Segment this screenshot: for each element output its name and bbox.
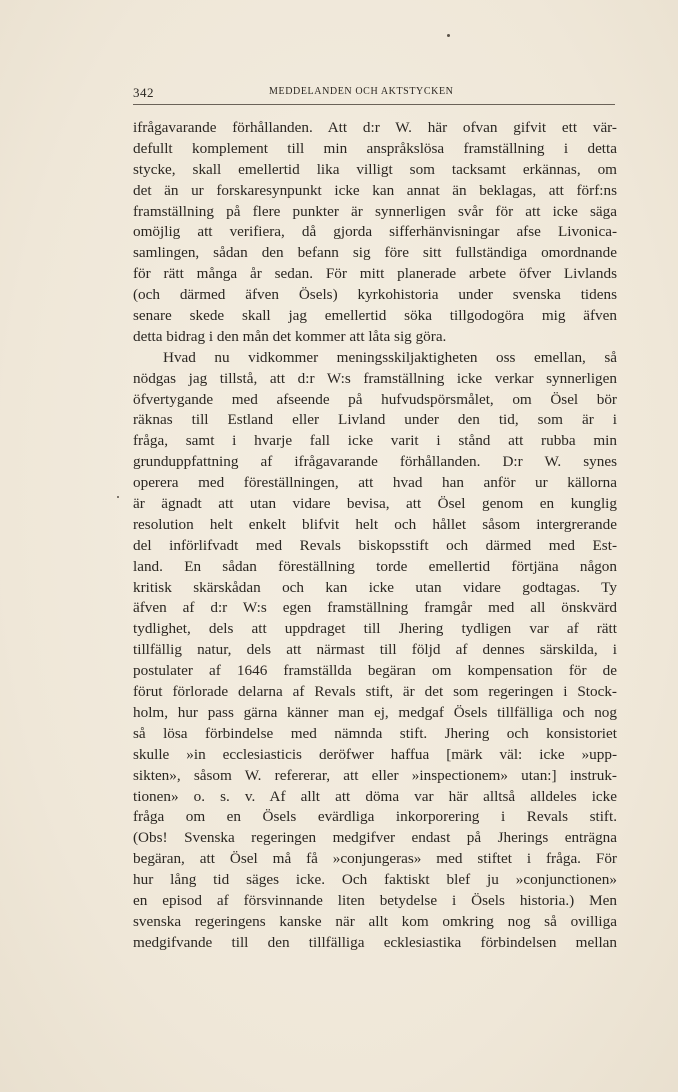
paper-speck xyxy=(447,34,450,37)
text-line: tionen» o. s. v. Af allt att döma var här alltså alldeles icke xyxy=(133,787,617,805)
page-number: 342 xyxy=(133,85,154,100)
paper-speck xyxy=(117,496,119,498)
text-line: skulle »in ecclesiasticis deröfwer haffua [märk väl: icke »upp- xyxy=(133,745,617,763)
text-line: är ägnadt att utan vidare bevisa, att Ösel genom en kunglig xyxy=(133,495,617,513)
text-line: land. En sådan föreställning torde emellertid förtjäna någon xyxy=(133,557,617,575)
text-line: sikten», såsom W. refererar, att eller »inspectionem» utan:] instruk- xyxy=(133,766,617,784)
text-line: omöjlig att verifiera, då gjorda sifferhänvisningar afse Livonica- xyxy=(133,223,617,241)
text-line: för rätt många år sedan. För mitt planerade arbete öfver Livlands xyxy=(133,265,617,283)
text-line: (och därmed äfven Ösels) kyrkohistoria under svenska tidens xyxy=(133,286,617,304)
text-line: framställning på flere punkter är synnerligen svår för att icke säga xyxy=(133,202,617,220)
text-line: äfven af d:r W:s egen framställning framgår med all önskvärd xyxy=(133,599,617,617)
text-line: operera med föreställningen, att hvad han anför ur källorna xyxy=(133,474,617,492)
text-line: det än ur forskaresynpunkt icke kan annat än beklagas, att förf:ns xyxy=(133,181,617,199)
text-line: holm, hur pass gärna känner man ej, medgaf Ösels tillfälliga och nog xyxy=(133,703,617,721)
text-line: stycke, skall emellertid lika villigt som tacksamt erkännas, om xyxy=(133,160,617,178)
running-title: MEDDELANDEN OCH AKTSTYCKEN xyxy=(269,86,454,97)
text-line: resolution helt enkelt blifvit helt och hållet såsom intergrerande xyxy=(133,515,617,533)
text-line: medgifvande till den tillfälliga ecklesiastika förbindelsen mellan xyxy=(133,933,617,951)
text-line: räknas till Estland eller Livland under den tid, som är i xyxy=(133,411,617,429)
text-line: (Obs! Svenska regeringen medgifver endast på Jherings enträgna xyxy=(133,829,617,847)
text-line: så lösa förbindelse med nämnda stift. Jhering och konsistoriet xyxy=(133,724,617,742)
text-line: grunduppfattning af ifrågavarande förhållanden. D:r W. synes xyxy=(133,453,617,471)
text-line: senare skede skall jag emellertid söka tillgodogöra mig äfven xyxy=(133,307,617,325)
text-line: en episod af försvinnande liten betydelse i Ösels historia.) Men xyxy=(133,891,617,909)
text-line: svenska regeringens kanske när allt kom omkring nog så ovilliga xyxy=(133,912,617,930)
text-line: fråga, samt i hvarje fall icke varit i stånd att rubba min xyxy=(133,432,617,450)
text-line: kritisk skärskådan och kan icke utan vidare godtagas. Ty xyxy=(133,578,617,596)
page-header xyxy=(133,82,615,105)
text-line: defullt komplement till min anspråkslösa framställning i detta xyxy=(133,139,617,157)
body-text xyxy=(133,118,617,954)
text-line: samlingen, sådan den befann sig före sitt fullständiga omordnande xyxy=(133,244,617,262)
text-line: öfvertygande med afseende på hufvudspörsmålet, om Ösel bör xyxy=(133,390,617,408)
text-line: hur lång tid säges icke. Och faktiskt blef ju »conjunctionen» xyxy=(133,871,617,889)
text-line: postulater af 1646 framställda begäran om kompensation för de xyxy=(133,662,617,680)
text-line: ifrågavarande förhållanden. Att d:r W. här ofvan gifvit ett vär- xyxy=(133,119,617,136)
text-line: begäran, att Ösel må få »conjungeras» med stiftet i fråga. För xyxy=(133,850,617,868)
text-line: tillfällig natur, dels att närmast till följd af dennes särskilda, i xyxy=(133,641,617,659)
text-line: nödgas jag tillstå, att d:r W:s framställning icke verkar synnerligen xyxy=(133,369,617,387)
text-line: del införlifvadt med Revals biskopsstift och därmed med Est- xyxy=(133,536,617,554)
text-line: detta bidrag i den mån det kommer att låta sig göra. xyxy=(133,327,447,345)
text-line: förut förlorade delarna af Revals stift, är det som regeringen i Stock- xyxy=(133,683,617,701)
text-line: Hvad nu vidkommer meningsskiljaktigheten oss emellan, så xyxy=(163,348,617,366)
text-line: tydlighet, dels att uppdraget till Jhering tydligen var af rätt xyxy=(133,620,617,638)
text-line: fråga om en Ösels evärdliga inkorporering i Revals stift. xyxy=(133,808,617,826)
